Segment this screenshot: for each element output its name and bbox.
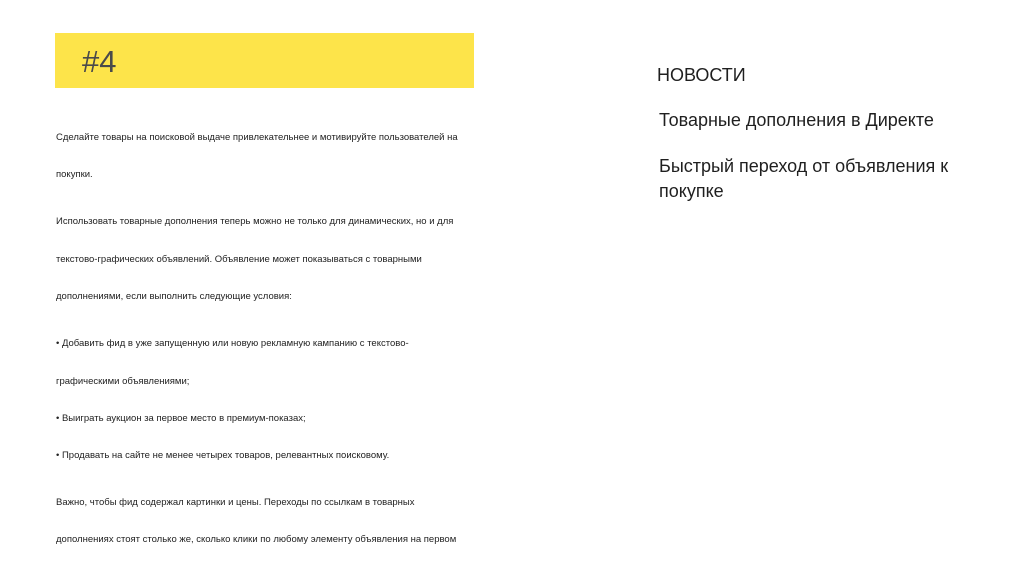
slide-number-highlight bbox=[55, 33, 474, 88]
slide-number: #4 bbox=[82, 44, 117, 79]
body-line: дополнениях стоят столько же, сколько клики по любому элементу объявления на первом bbox=[56, 534, 457, 545]
bullet-item-continuation: графическими объявлениями; bbox=[56, 376, 190, 387]
bullet-item: • Добавить фид в уже запущенную или новую рекламную кампанию с текстово- bbox=[56, 338, 409, 349]
body-line: дополнениями, если выполнить следующие условия: bbox=[56, 291, 292, 302]
headline-title: Товарные дополнения в Директе bbox=[659, 110, 934, 130]
body-line: покупки. bbox=[56, 169, 93, 180]
bullet-item: • Продавать на сайте не менее четырех товаров, релевантных поисковому. bbox=[56, 450, 390, 461]
body-line: Использовать товарные дополнения теперь можно не только для динамических, но и для bbox=[56, 216, 454, 227]
body-line: текстово-графических объявлений. Объявление может показываться с товарными bbox=[56, 254, 422, 265]
bullet-item: • Выиграть аукцион за первое место в премиум-показах; bbox=[56, 413, 306, 424]
body-line: Сделайте товары на поисковой выдаче привлекательнее и мотивируйте пользователей на bbox=[56, 132, 458, 143]
section-label: НОВОСТИ bbox=[657, 65, 746, 85]
body-line: Важно, чтобы фид содержал картинки и цены. Переходы по ссылкам в товарных bbox=[56, 497, 415, 508]
headline-subtitle: Быстрый переход от объявления к покупке bbox=[659, 156, 949, 201]
